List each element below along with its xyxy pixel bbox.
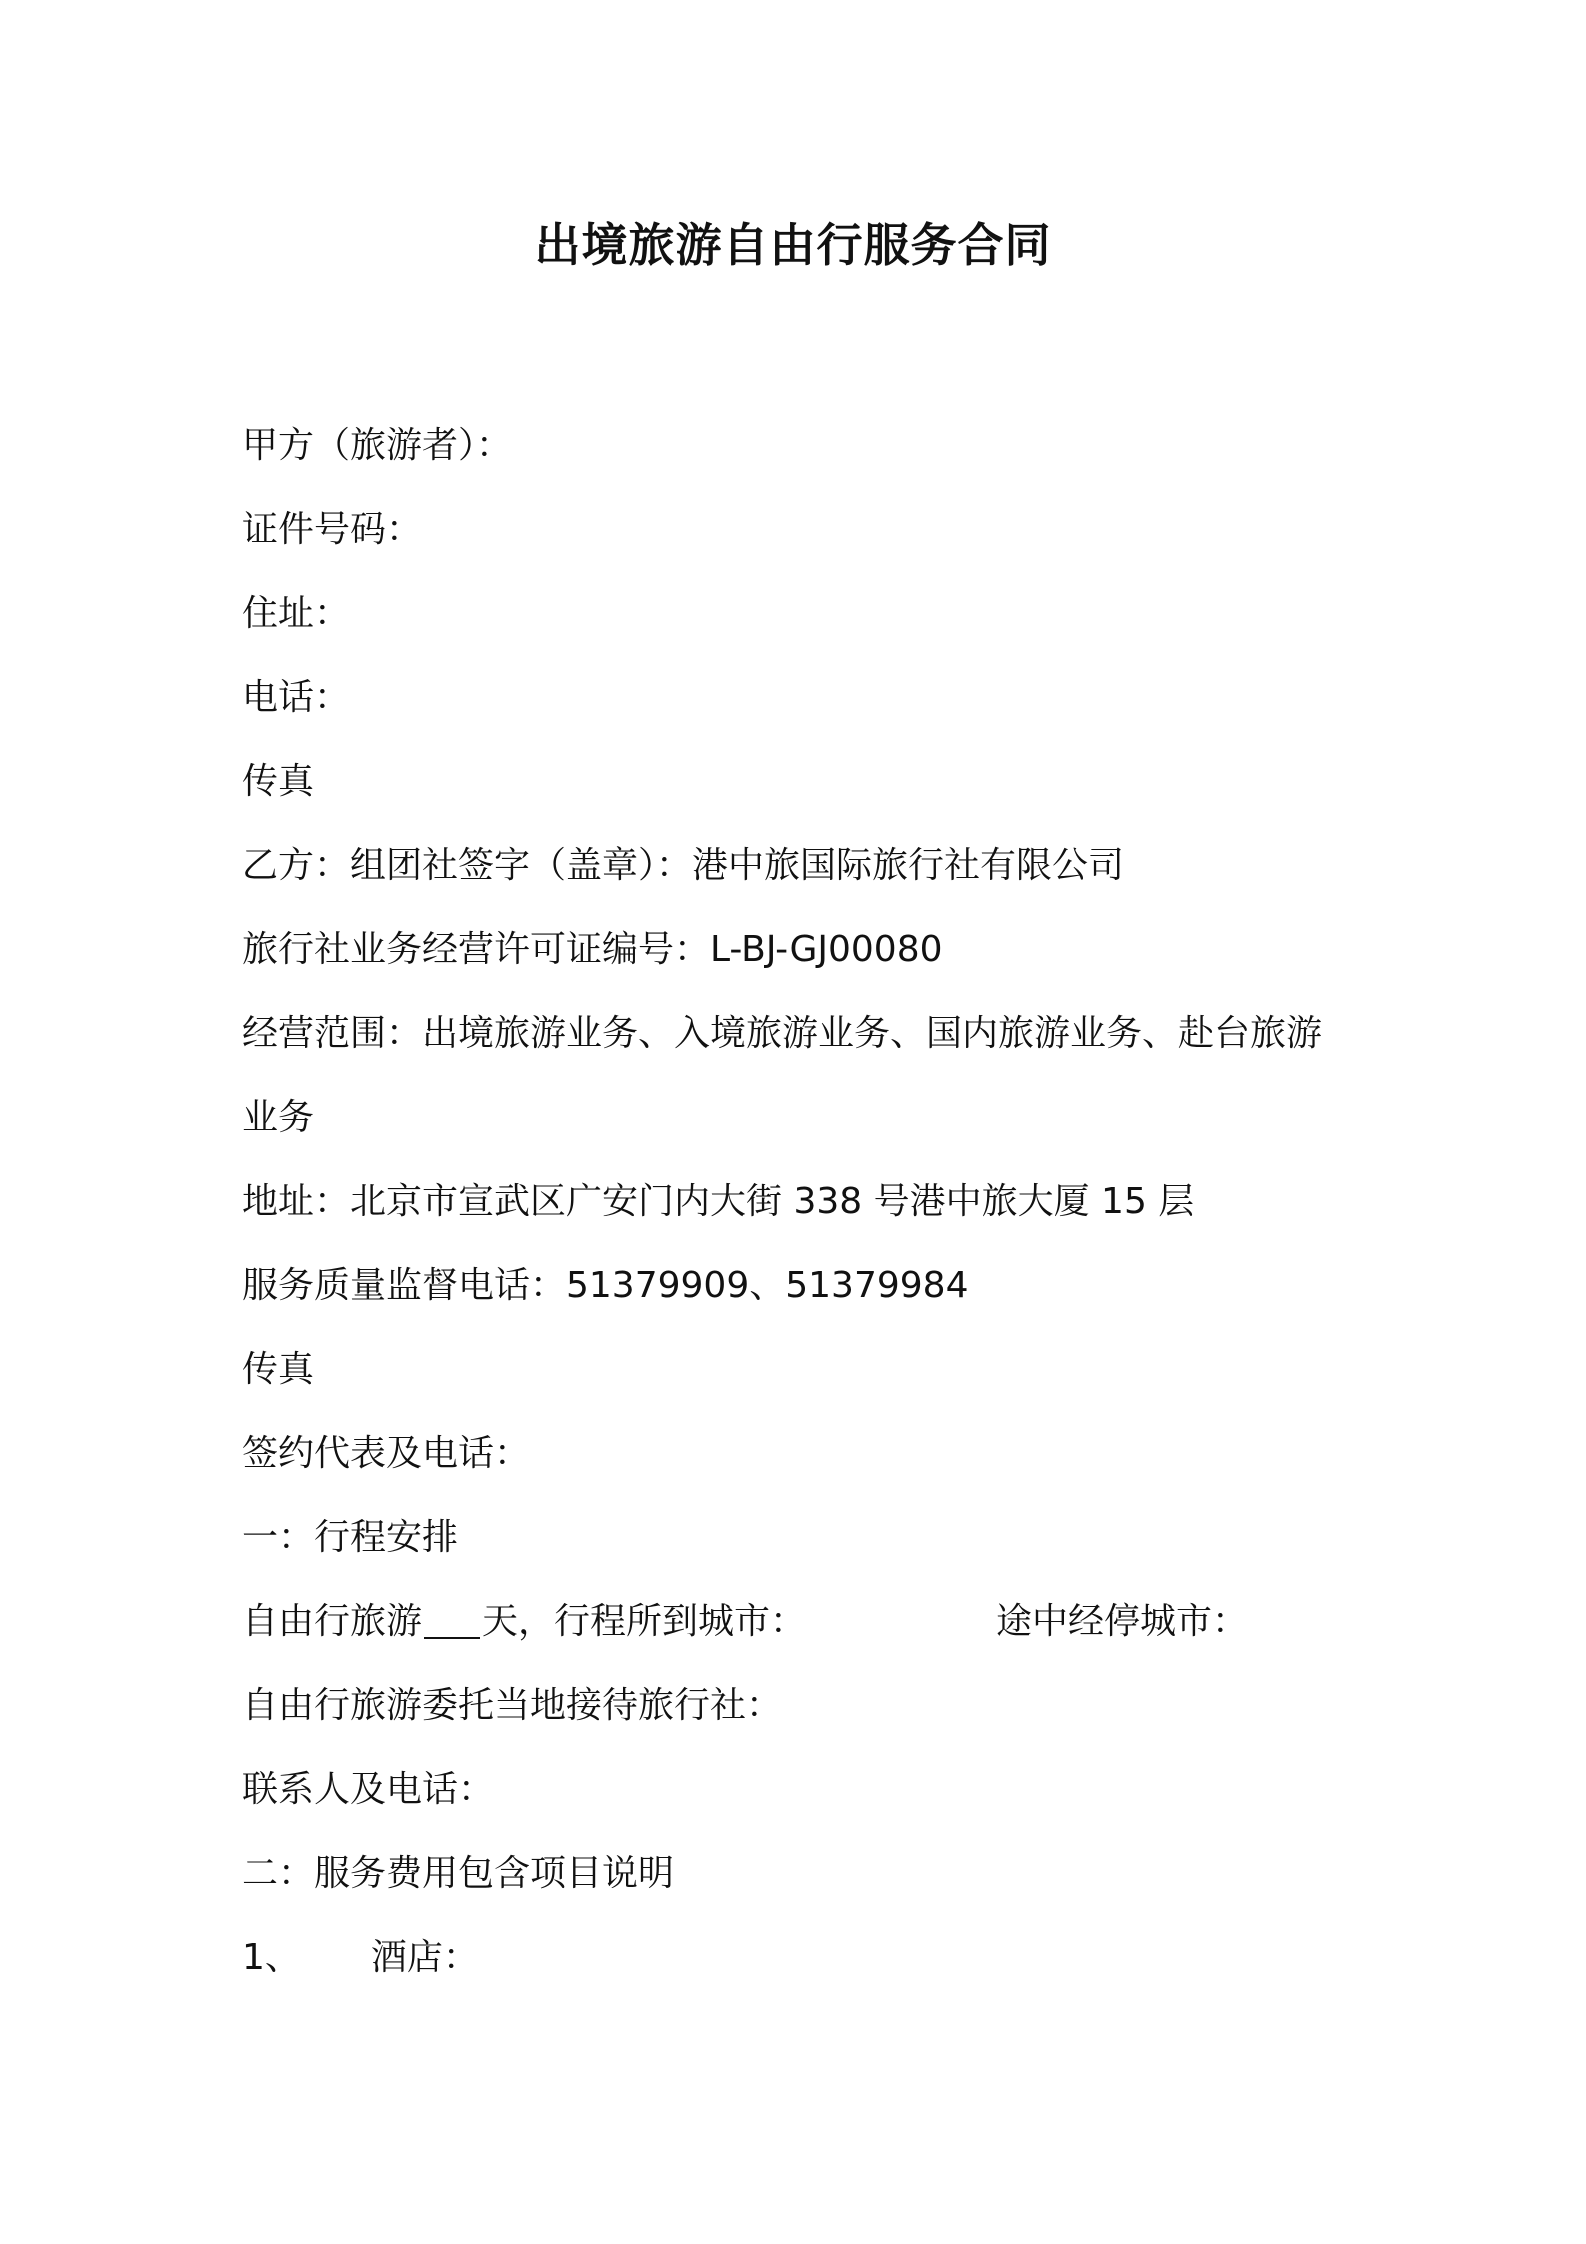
signing-representative: 签约代表及电话： (242, 1433, 531, 1474)
business-scope-continued: 业务 (242, 1097, 315, 1138)
party-a-tourist: 甲方（旅游者）： (242, 425, 513, 466)
document-title: 出境旅游自由行服务合同 (534, 218, 1052, 272)
item-1-hotel (242, 1916, 1362, 2000)
itinerary-part-c: 途中经停城市： (996, 1601, 1249, 1642)
section-1-title: 一：行程安排 (242, 1517, 459, 1558)
days-blank (424, 1599, 480, 1639)
license-number: 旅行社业务经营许可证编号：L-BJ-GJ00080 (242, 929, 943, 970)
agency-address: 地址：北京市宣武区广安门内大街 338 号港中旅大厦 15 层 (242, 1181, 1195, 1222)
fax: 传真 (242, 761, 315, 802)
phone: 电话： (242, 677, 351, 718)
itinerary-part-a: 自由行旅游 (242, 1601, 423, 1642)
address: 住址： (242, 593, 351, 634)
itinerary-line (242, 1580, 1362, 1664)
contact-person: 联系人及电话： (242, 1769, 495, 1810)
itinerary-part-b: 天，行程所到城市： (482, 1601, 807, 1642)
local-agency: 自由行旅游委托当地接待旅行社： (242, 1685, 783, 1726)
party-b-agency: 乙方：组团社签字（盖章）：港中旅国际旅行社有限公司 (242, 845, 1125, 886)
business-scope: 经营范围：出境旅游业务、入境旅游业务、国内旅游业务、赴台旅游 (242, 1013, 1323, 1054)
item-1-label: 酒店： (370, 1937, 479, 1978)
contract-body (242, 404, 1362, 2000)
quality-supervision-phone: 服务质量监督电话：51379909、51379984 (242, 1265, 969, 1306)
id-number: 证件号码： (242, 509, 423, 550)
item-1-number: 1、 (242, 1937, 301, 1978)
agency-fax: 传真 (242, 1349, 315, 1390)
section-2-title: 二：服务费用包含项目说明 (242, 1853, 675, 1894)
